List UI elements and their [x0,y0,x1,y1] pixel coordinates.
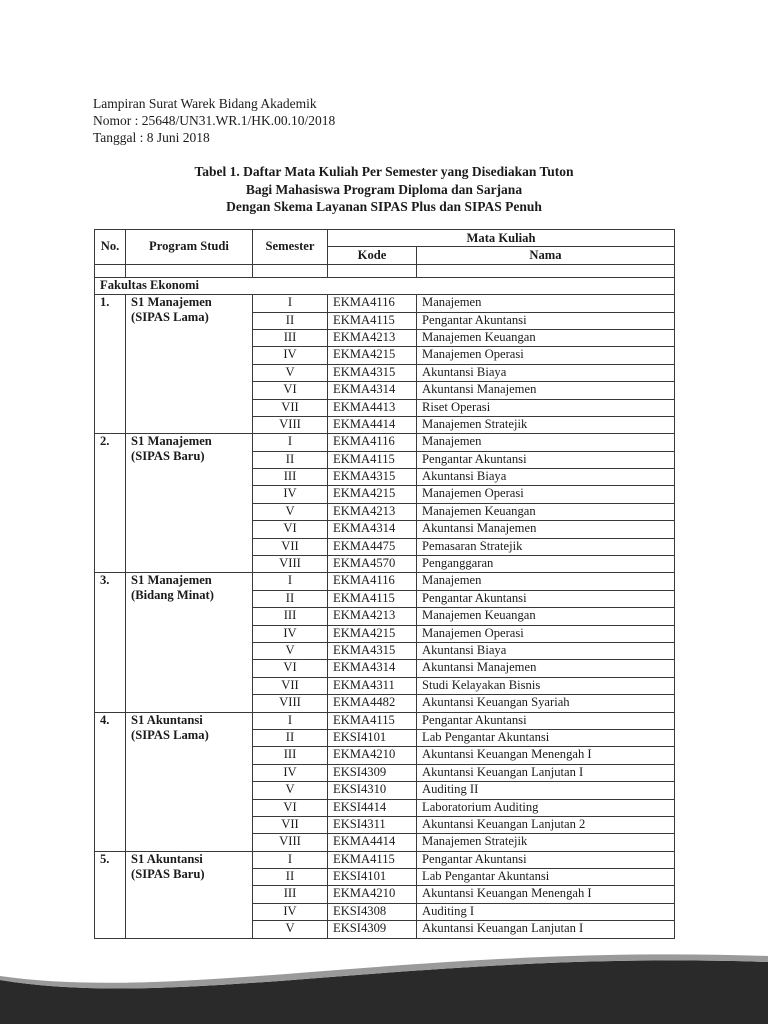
course-code-cell: EKMA4116 [328,434,417,451]
course-code-cell: EKMA4413 [328,399,417,416]
semester-cell: II [253,312,328,329]
course-name-cell: Pemasaran Stratejik [417,538,675,555]
table-row [95,851,675,868]
program-name-line-1: S1 Akuntansi [131,851,203,866]
title-line-1: Tabel 1. Daftar Mata Kuliah Per Semester yang Disediakan Tuton [194,164,574,179]
course-code-cell: EKMA4210 [328,886,417,903]
semester-cell: IV [253,903,328,920]
course-code-cell: EKMA4570 [328,556,417,573]
course-name-cell: Riset Operasi [417,399,675,416]
semester-cell: VI [253,799,328,816]
footer-wave-decoration [0,940,768,1024]
table-row [95,712,675,729]
course-name-cell: Lab Pengantar Akuntansi [417,869,675,886]
header-number-line: Nomor : 25648/UN31.WR.1/HK.00.10/2018 [93,113,336,128]
course-name-cell: Manajemen Operasi [417,347,675,364]
course-name-cell: Manajemen Stratejik [417,416,675,433]
program-name [126,851,253,938]
table-row [95,573,675,590]
course-code-cell: EKMA4414 [328,834,417,851]
course-name-cell: Akuntansi Keuangan Lanjutan I [417,921,675,938]
program-name [126,712,253,851]
program-name [126,573,253,712]
course-code-cell: EKMA4315 [328,469,417,486]
header-mata-kuliah: Mata Kuliah [328,230,675,247]
program-number: 4. [95,712,126,851]
semester-cell: III [253,469,328,486]
semester-cell: IV [253,486,328,503]
course-code-cell: EKMA4213 [328,329,417,346]
course-code-cell: EKMA4210 [328,747,417,764]
course-name-cell: Akuntansi Keuangan Menengah I [417,886,675,903]
course-name-cell: Akuntansi Manajemen [417,521,675,538]
semester-cell: VII [253,816,328,833]
header-program: Program Studi [126,230,253,265]
semester-cell: V [253,642,328,659]
semester-cell: I [253,295,328,312]
course-code-cell: EKMA4115 [328,312,417,329]
course-name-cell: Manajemen Keuangan [417,503,675,520]
program-number: 5. [95,851,126,938]
course-name-cell: Pengantar Akuntansi [417,451,675,468]
course-code-cell: EKMA4115 [328,451,417,468]
course-name-cell: Laboratorium Auditing [417,799,675,816]
title-line-3: Dengan Skema Layanan SIPAS Plus dan SIPAS Penuh [226,199,542,214]
course-code-cell: EKMA4314 [328,382,417,399]
program-name-line-1: S1 Manajemen [131,434,212,449]
semester-cell: VIII [253,556,328,573]
course-name-cell: Manajemen [417,434,675,451]
course-table [94,229,675,939]
course-code-cell: EKSI4414 [328,799,417,816]
course-name-cell: Manajemen Operasi [417,486,675,503]
course-code-cell: EKMA4116 [328,295,417,312]
course-name-cell: Akuntansi Biaya [417,469,675,486]
course-code-cell: EKMA4215 [328,625,417,642]
header-semester: Semester [253,230,328,265]
semester-cell: III [253,608,328,625]
semester-cell: IV [253,764,328,781]
semester-cell: III [253,747,328,764]
semester-cell: VII [253,538,328,555]
course-name-cell: Pengantar Akuntansi [417,312,675,329]
course-code-cell: EKMA4215 [328,347,417,364]
semester-cell: IV [253,625,328,642]
program-number: 2. [95,434,126,573]
program-name [126,434,253,573]
course-name-cell: Manajemen Keuangan [417,608,675,625]
header-date-line: Tanggal : 8 Juni 2018 [93,130,210,145]
course-code-cell: EKMA4314 [328,660,417,677]
header-attachment-line: Lampiran Surat Warek Bidang Akademik [93,96,317,111]
course-code-cell: EKMA4215 [328,486,417,503]
program-number: 3. [95,573,126,712]
course-name-cell: Akuntansi Keuangan Lanjutan I [417,764,675,781]
semester-cell: III [253,329,328,346]
program-name-line-2: (SIPAS Lama) [131,310,209,325]
faculty-row [95,277,675,294]
course-name-cell: Akuntansi Biaya [417,364,675,381]
title-line-2: Bagi Mahasiswa Program Diploma dan Sarjana [245,181,523,197]
course-code-cell: EKMA4482 [328,695,417,712]
course-name-cell: Auditing I [417,903,675,920]
course-name-cell: Akuntansi Keuangan Syariah [417,695,675,712]
semester-cell: II [253,451,328,468]
semester-cell: I [253,434,328,451]
course-code-cell: EKMA4475 [328,538,417,555]
course-name-cell: Akuntansi Manajemen [417,660,675,677]
faculty-label: Fakultas Ekonomi [95,277,675,294]
course-name-cell: Akuntansi Keuangan Menengah I [417,747,675,764]
course-code-cell: EKSI4309 [328,921,417,938]
semester-cell: I [253,573,328,590]
course-code-cell: EKSI4308 [328,903,417,920]
course-code-cell: EKMA4315 [328,642,417,659]
semester-cell: II [253,590,328,607]
course-name-cell: Auditing II [417,782,675,799]
table-title [0,163,768,216]
semester-cell: I [253,712,328,729]
semester-cell: II [253,869,328,886]
semester-cell: I [253,851,328,868]
course-name-cell: Pengantar Akuntansi [417,590,675,607]
course-code-cell: EKMA4414 [328,416,417,433]
course-code-cell: EKSI4310 [328,782,417,799]
program-name-line-1: S1 Manajemen [131,573,212,588]
semester-cell: VI [253,521,328,538]
course-name-cell: Studi Kelayakan Bisnis [417,677,675,694]
semester-cell: IV [253,347,328,364]
blank-row [95,264,675,277]
program-name-line-1: S1 Akuntansi [131,712,203,727]
letter-header [93,95,335,146]
course-code-cell: EKMA4115 [328,851,417,868]
course-code-cell: EKMA4314 [328,521,417,538]
table-row [95,434,675,451]
semester-cell: VII [253,677,328,694]
semester-cell: V [253,364,328,381]
header-nama: Nama [417,247,675,264]
program-name-line-2: (Bidang Minat) [131,588,214,603]
course-code-cell: EKMA4311 [328,677,417,694]
semester-cell: III [253,886,328,903]
semester-cell: VI [253,382,328,399]
semester-cell: V [253,503,328,520]
course-code-cell: EKSI4311 [328,816,417,833]
program-name-line-2: (SIPAS Baru) [131,866,205,881]
course-code-cell: EKMA4115 [328,712,417,729]
program-name-line-2: (SIPAS Lama) [131,727,209,742]
course-name-cell: Manajemen Operasi [417,625,675,642]
semester-cell: VIII [253,834,328,851]
semester-cell: II [253,729,328,746]
course-name-cell: Akuntansi Biaya [417,642,675,659]
course-name-cell: Manajemen [417,573,675,590]
program-name-line-2: (SIPAS Baru) [131,449,205,464]
course-code-cell: EKMA4315 [328,364,417,381]
course-name-cell: Akuntansi Keuangan Lanjutan 2 [417,816,675,833]
semester-cell: V [253,782,328,799]
course-code-cell: EKSI4101 [328,869,417,886]
semester-cell: V [253,921,328,938]
course-name-cell: Manajemen [417,295,675,312]
course-code-cell: EKMA4115 [328,590,417,607]
course-name-cell: Pengantar Akuntansi [417,851,675,868]
semester-cell: VII [253,399,328,416]
course-code-cell: EKMA4116 [328,573,417,590]
course-name-cell: Manajemen Keuangan [417,329,675,346]
semester-cell: VI [253,660,328,677]
course-name-cell: Pengantar Akuntansi [417,712,675,729]
semester-cell: VIII [253,695,328,712]
course-code-cell: EKSI4309 [328,764,417,781]
course-code-cell: EKSI4101 [328,729,417,746]
course-code-cell: EKMA4213 [328,503,417,520]
course-name-cell: Manajemen Stratejik [417,834,675,851]
header-no: No. [95,230,126,265]
table-body [95,264,675,938]
program-name [126,295,253,434]
course-name-cell: Lab Pengantar Akuntansi [417,729,675,746]
course-name-cell: Akuntansi Manajemen [417,382,675,399]
program-number: 1. [95,295,126,434]
course-code-cell: EKMA4213 [328,608,417,625]
semester-cell: VIII [253,416,328,433]
course-name-cell: Penganggaran [417,556,675,573]
program-name-line-1: S1 Manajemen [131,295,212,310]
table-row [95,295,675,312]
header-kode: Kode [328,247,417,264]
